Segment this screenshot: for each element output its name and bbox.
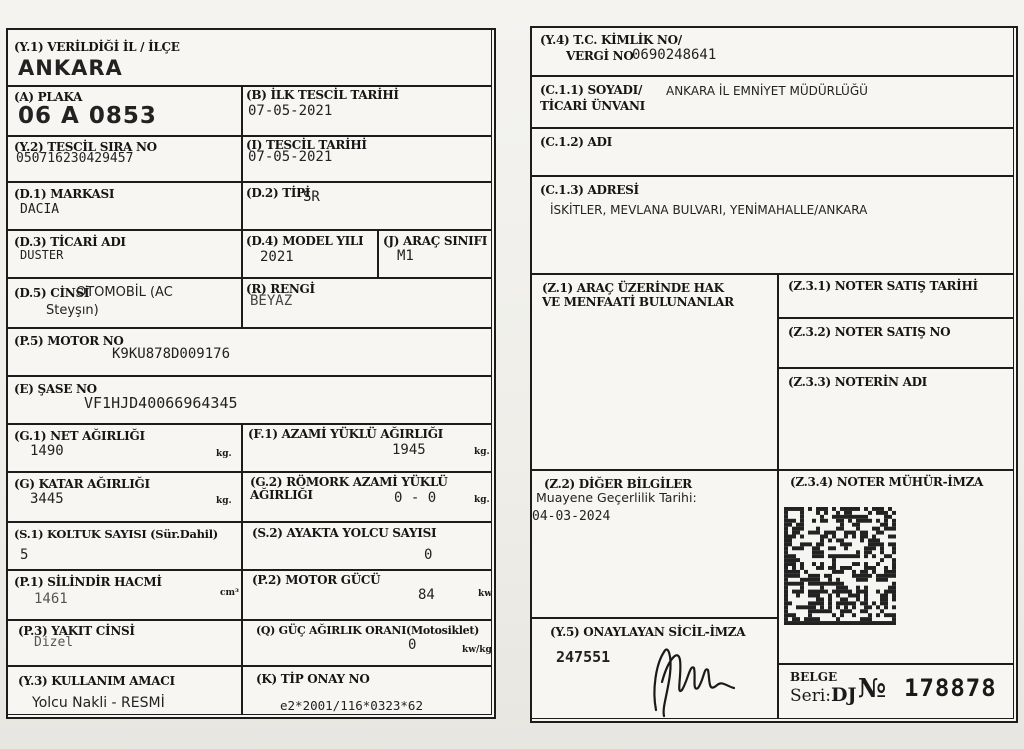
- value-cylinder-volume: 1461: [34, 591, 68, 607]
- label-address: (C.1.3) ADRESİ: [540, 183, 639, 197]
- value-fuel-type: Dizel: [34, 635, 74, 650]
- value-document-number: 178878: [904, 674, 997, 702]
- value-type-approval: e2*2001/116*0323*62: [280, 698, 423, 713]
- value-approver: 247551: [556, 648, 611, 666]
- label-usage-purpose: (Y.3) KULLANIM AMACI: [18, 674, 175, 688]
- value-usage-purpose: Yolcu Nakli - RESMİ: [32, 695, 165, 711]
- label-notary-seal: (Z.3.4) NOTER MÜHÜR-İMZA: [790, 475, 984, 489]
- value-standing-count: 0: [424, 547, 433, 563]
- label-standing-count: (S.2) AYAKTA YOLCU SAYISI: [252, 526, 437, 540]
- label-first-name: (C.1.2) ADI: [540, 135, 612, 149]
- label-engine-no: (P.5) MOTOR NO: [14, 334, 124, 348]
- value-type: SR: [303, 189, 320, 205]
- value-trailer-weight: 0 - 0: [394, 490, 437, 506]
- label-notary-sale-no: (Z.3.2) NOTER SATIŞ NO: [788, 325, 951, 339]
- label-tax-id-line2: VERGİ NO: [566, 49, 634, 63]
- label-vehicle-class: (J) ARAÇ SINIFI: [383, 234, 488, 248]
- value-issuing-city: ANKARA: [18, 56, 123, 80]
- unit-max-weight: kg.: [474, 447, 490, 457]
- label-seat-count: (S.1) KOLTUK SAYISI (Sür.Dahil): [14, 527, 218, 541]
- signature-icon: [634, 630, 744, 722]
- label-color: (R) RENGİ: [246, 282, 315, 296]
- label-max-weight: (F.1) AZAMİ YÜKLÜ AĞIRLIĞI: [248, 427, 443, 441]
- label-other-info: (Z.2) DİĞER BİLGİLER: [544, 477, 692, 491]
- label-trade-name: (D.3) TİCARİ ADI: [14, 235, 126, 249]
- number-sign: №: [858, 674, 887, 704]
- value-color: BEYAZ: [250, 293, 293, 309]
- document-series: [790, 684, 856, 706]
- unit-train-weight: kg.: [216, 496, 232, 506]
- value-power-weight-ratio: 0: [408, 637, 417, 653]
- unit-net-weight: kg.: [216, 449, 232, 459]
- label-brand: (D.1) MARKASI: [14, 187, 115, 201]
- value-address: İSKİTLER, MEVLANA BULVARI, YENİMAHALLE/ANKARA: [550, 203, 868, 217]
- value-net-weight: 1490: [30, 443, 64, 459]
- value-category-line2: Steyşın): [46, 303, 99, 318]
- label-power-weight-ratio: (Q) GÜÇ AĞIRLIK ORANI(Motosiklet): [256, 624, 480, 637]
- unit-power-weight-ratio: kw/kg: [462, 645, 492, 655]
- unit-engine-power: kw: [478, 589, 492, 599]
- label-document: BELGE: [790, 670, 838, 684]
- value-inspection-label: Muayene Geçerlilik Tarihi:: [536, 490, 697, 505]
- label-fuel-type: (P.3) YAKIT CİNSİ: [18, 624, 135, 638]
- value-registration-no: 050716230429457: [16, 151, 134, 166]
- label-registration-date: (I) TESCİL TARİHİ: [246, 138, 367, 152]
- label-type-approval: (K) TİP ONAY NO: [256, 672, 370, 686]
- value-series: DJ: [831, 684, 857, 706]
- label-surname: (C.1.1) SOYADI/: [540, 83, 643, 97]
- label-engine-power: (P.2) MOTOR GÜCÜ: [252, 573, 381, 587]
- value-inspection-date: 04-03-2024: [532, 509, 611, 524]
- value-brand: DACIA: [20, 202, 60, 217]
- label-issuing-city: (Y.1) VERİLDİĞİ İL / İLÇE: [14, 40, 180, 54]
- unit-cylinder-volume: cm³: [220, 588, 239, 598]
- value-engine-no: K9KU878D009176: [112, 346, 231, 362]
- label-tax-id: (Y.4) T.C. KİMLİK NO/: [540, 33, 682, 47]
- value-trade-name: DUSTER: [20, 248, 64, 262]
- label-first-registration: (B) İLK TESCİL TARİHİ: [246, 88, 399, 102]
- value-seat-count: 5: [20, 547, 29, 563]
- label-plate: (A) PLAKA: [14, 90, 83, 104]
- label-rights-holders-line2: VE MENFAATİ BULUNANLAR: [542, 295, 734, 309]
- label-chassis-no: (E) ŞASE NO: [14, 382, 97, 396]
- value-category: OTOMOBİL (AC: [76, 285, 173, 300]
- value-engine-power: 84: [418, 587, 435, 603]
- label-type: (D.2) TİPİ: [246, 186, 311, 200]
- label-surname-line2: TİCARİ ÜNVANI: [540, 99, 645, 113]
- label-trailer-weight-line2: AĞIRLIĞI: [250, 488, 313, 502]
- value-chassis-no: VF1HJD40066964345: [84, 394, 238, 412]
- qr-code-icon: [784, 507, 896, 625]
- label-notary-name: (Z.3.3) NOTERİN ADI: [788, 375, 927, 389]
- label-model-year: (D.4) MODEL YILI: [246, 234, 364, 248]
- value-model-year: 2021: [260, 249, 294, 265]
- unit-trailer-weight: kg.: [474, 495, 490, 505]
- value-first-registration: 07-05-2021: [248, 103, 333, 119]
- value-tax-id: 0690248641: [632, 47, 717, 63]
- value-plate: 06 A 0853: [18, 103, 157, 129]
- label-trailer-weight: (G.2) RÖMORK AZAMİ YÜKLÜ: [250, 475, 448, 489]
- label-series: Seri:: [790, 686, 831, 706]
- label-category: (D.5) CİNSİ: [14, 286, 90, 300]
- label-train-weight: (G) KATAR AĞIRLIĞI: [14, 477, 150, 491]
- value-train-weight: 3445: [30, 491, 64, 507]
- label-registration-no: (Y.2) TESCİL SIRA NO: [14, 140, 157, 154]
- label-approver: (Y.5) ONAYLAYAN SİCİL-İMZA: [550, 625, 746, 639]
- value-max-weight: 1945: [392, 442, 426, 458]
- value-vehicle-class: M1: [397, 248, 414, 264]
- label-notary-sale-date: (Z.3.1) NOTER SATIŞ TARİHİ: [788, 279, 978, 293]
- label-cylinder-volume: (P.1) SİLİNDİR HACMİ: [14, 575, 162, 589]
- label-rights-holders: (Z.1) ARAÇ ÜZERİNDE HAK: [542, 281, 724, 295]
- label-net-weight: (G.1) NET AĞIRLIĞI: [14, 429, 145, 443]
- value-surname: ANKARA İL EMNİYET MÜDÜRLÜĞÜ: [666, 84, 868, 98]
- value-registration-date: 07-05-2021: [248, 149, 333, 165]
